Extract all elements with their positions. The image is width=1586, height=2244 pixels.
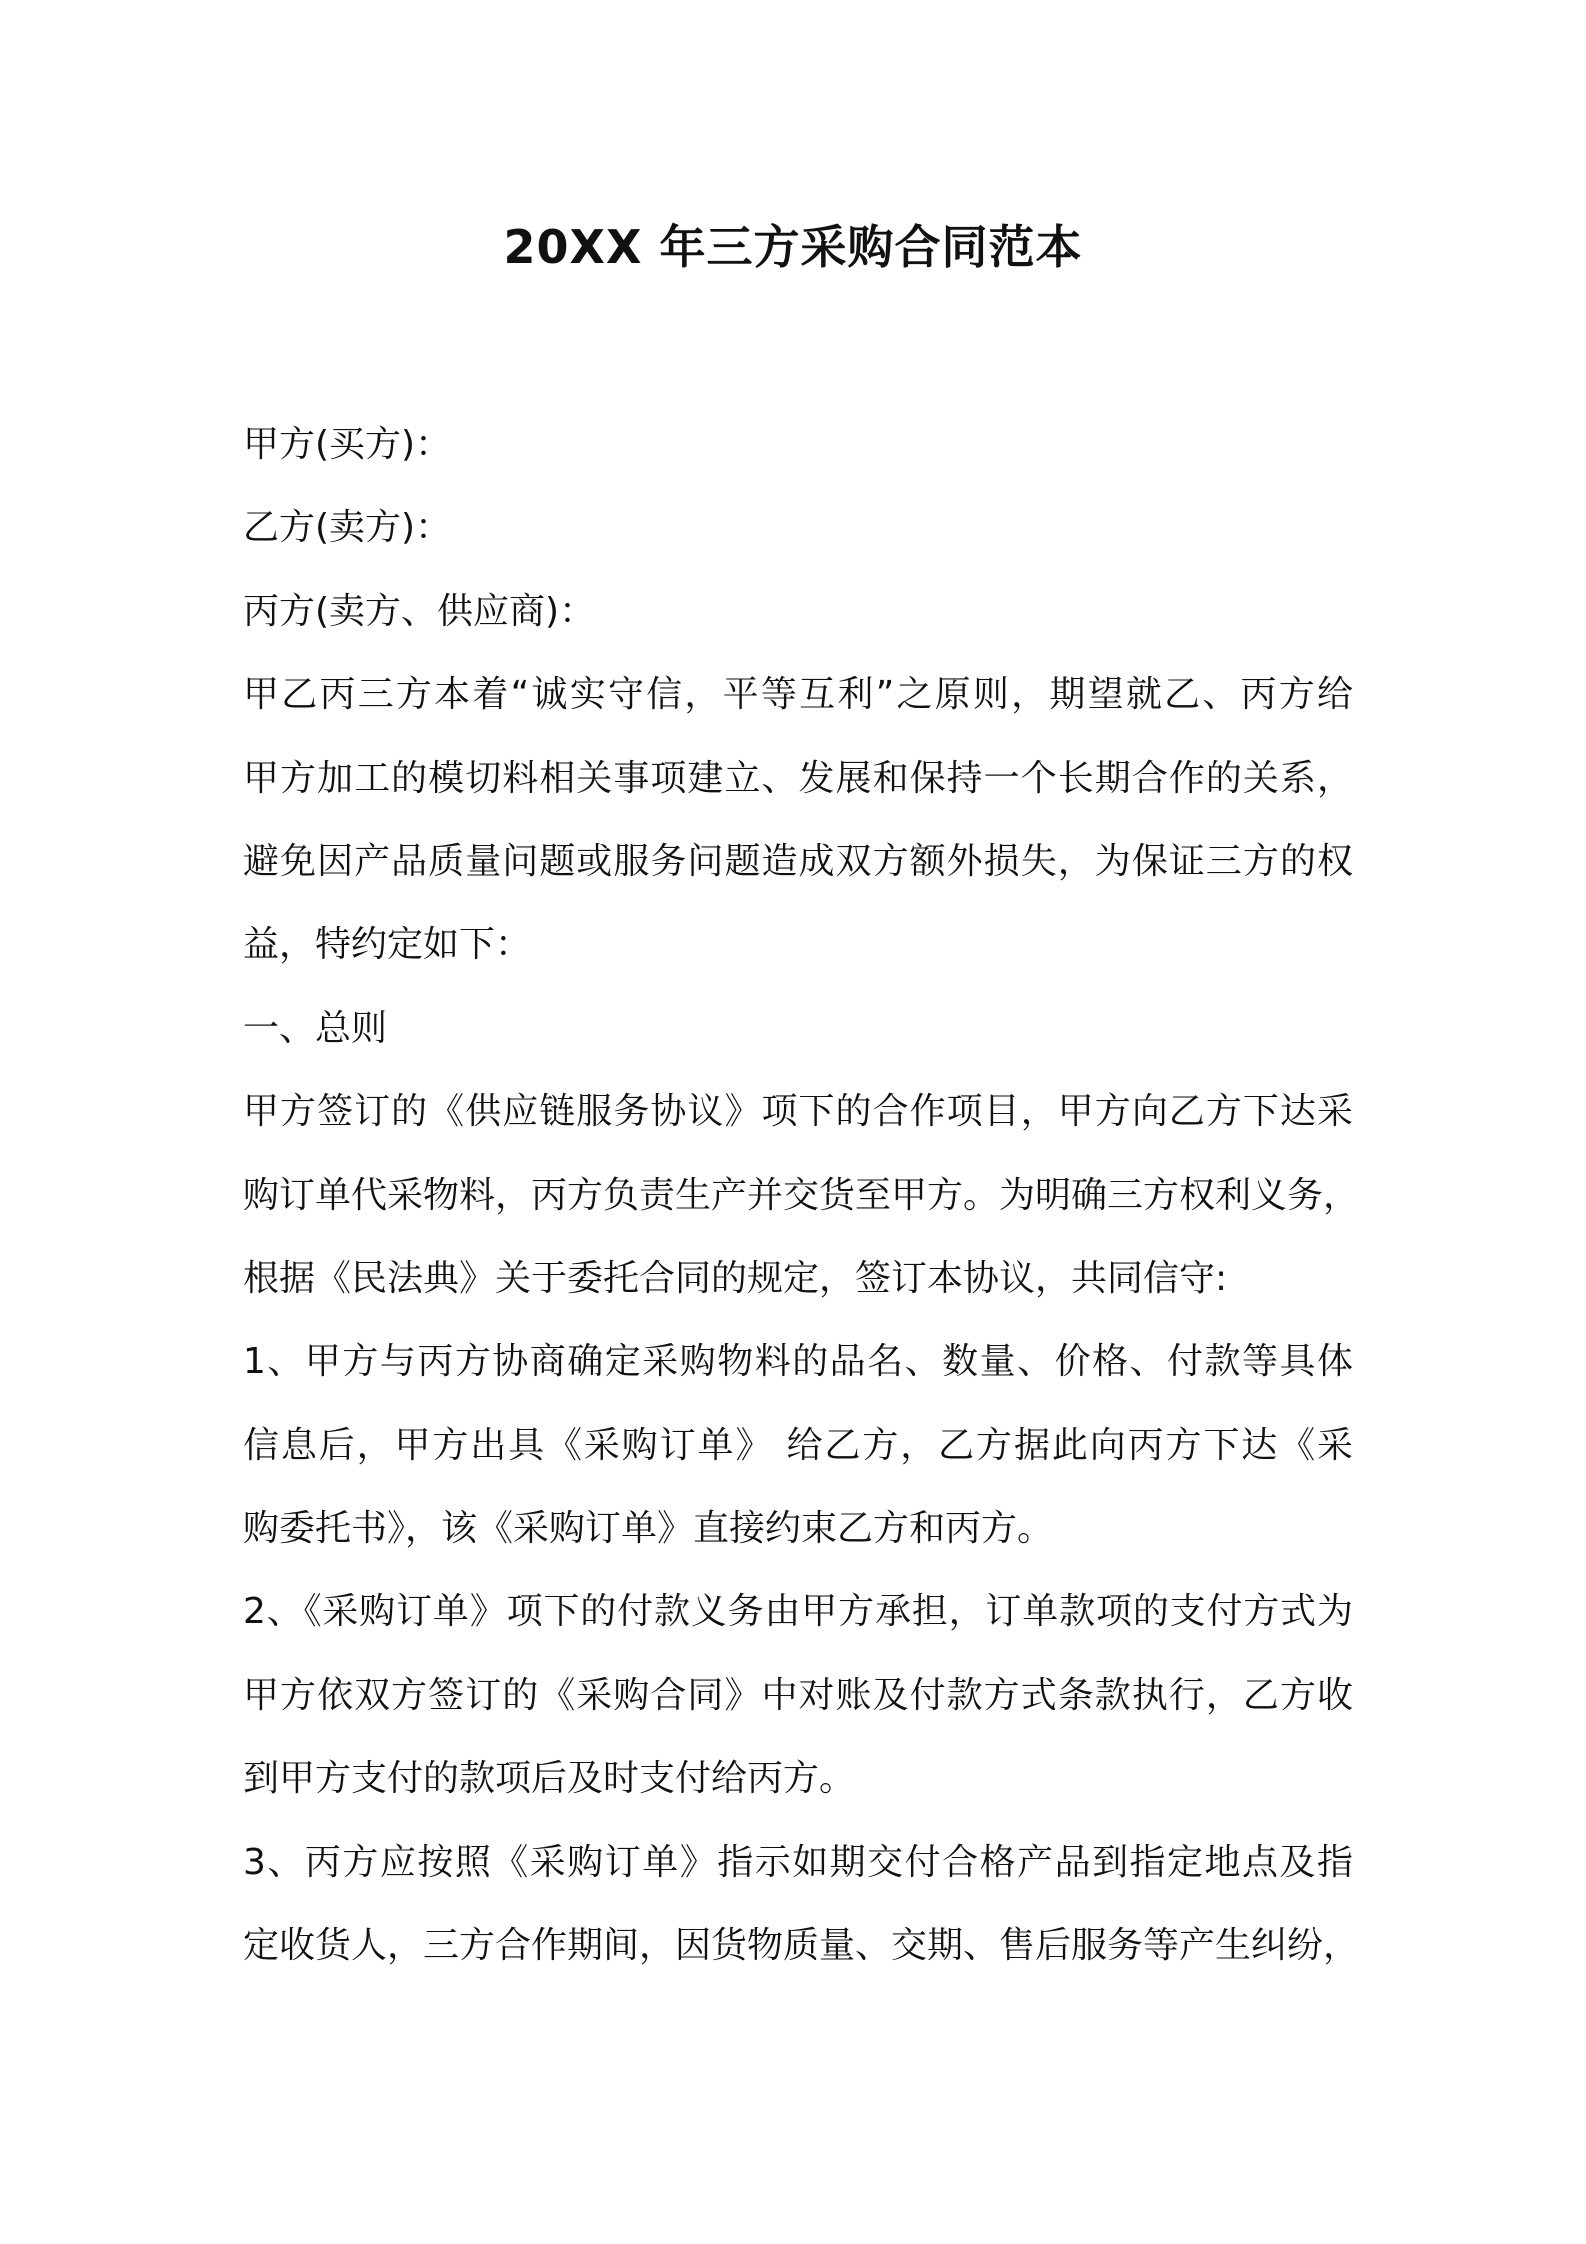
clause-line: 3、丙方应按照《采购订单》指示如期交付合格产品到指定地点及指 [243,1841,1353,1883]
paragraph-line: 根据《民法典》关于委托合同的规定，签订本协议，共同信守: [243,1257,1228,1299]
party-c-line: 丙方(卖方、供应商)： [243,590,596,632]
paragraph-line: 购订单代采物料，丙方负责生产并交货至甲方。为明确三方权利义务， [243,1174,1360,1216]
party-a-line: 甲方(买方)： [243,424,452,465]
section-heading: 一、总则 [243,1007,388,1049]
paragraph-line: 甲方签订的《供应链服务协议》项下的合作项目，甲方向乙方下达采 [243,1091,1353,1133]
paragraph-line: 甲方加工的模切料相关事项建立、发展和保持一个长期合作的关系， [243,757,1353,799]
party-b-line: 乙方(卖方)： [243,507,452,549]
document-title: 20XX 年三方采购合同范本 [503,220,1083,274]
clause-line: 信息后，甲方出具《采购订单》 给乙方，乙方据此向丙方下达《采 [243,1424,1353,1466]
paragraph-line: 避免因产品质量问题或服务问题造成双方额外损失，为保证三方的权 [243,840,1353,882]
clause-line: 定收货人，三方合作期间，因货物质量、交期、售后服务等产生纠纷， [243,1925,1360,1967]
clause-line: 甲方依双方签订的《采购合同》中对账及付款方式条款执行，乙方收 [243,1674,1353,1716]
clause-line: 2、《采购订单》项下的付款义务由甲方承担，订单款项的支付方式为 [243,1591,1353,1633]
clause-line: 到甲方支付的款项后及时支付给丙方。 [243,1758,856,1800]
paragraph-line: 甲乙丙三方本着“诚实守信，平等互利”之原则，期望就乙、丙方给 [243,674,1353,716]
document-body [243,403,1360,1987]
clause-line: 1、甲方与丙方协商确定采购物料的品名、数量、价格、付款等具体 [243,1341,1353,1383]
clause-line: 购委托书》，该《采购订单》直接约束乙方和丙方。 [243,1508,1054,1550]
paragraph-line: 益，特约定如下： [243,924,532,966]
